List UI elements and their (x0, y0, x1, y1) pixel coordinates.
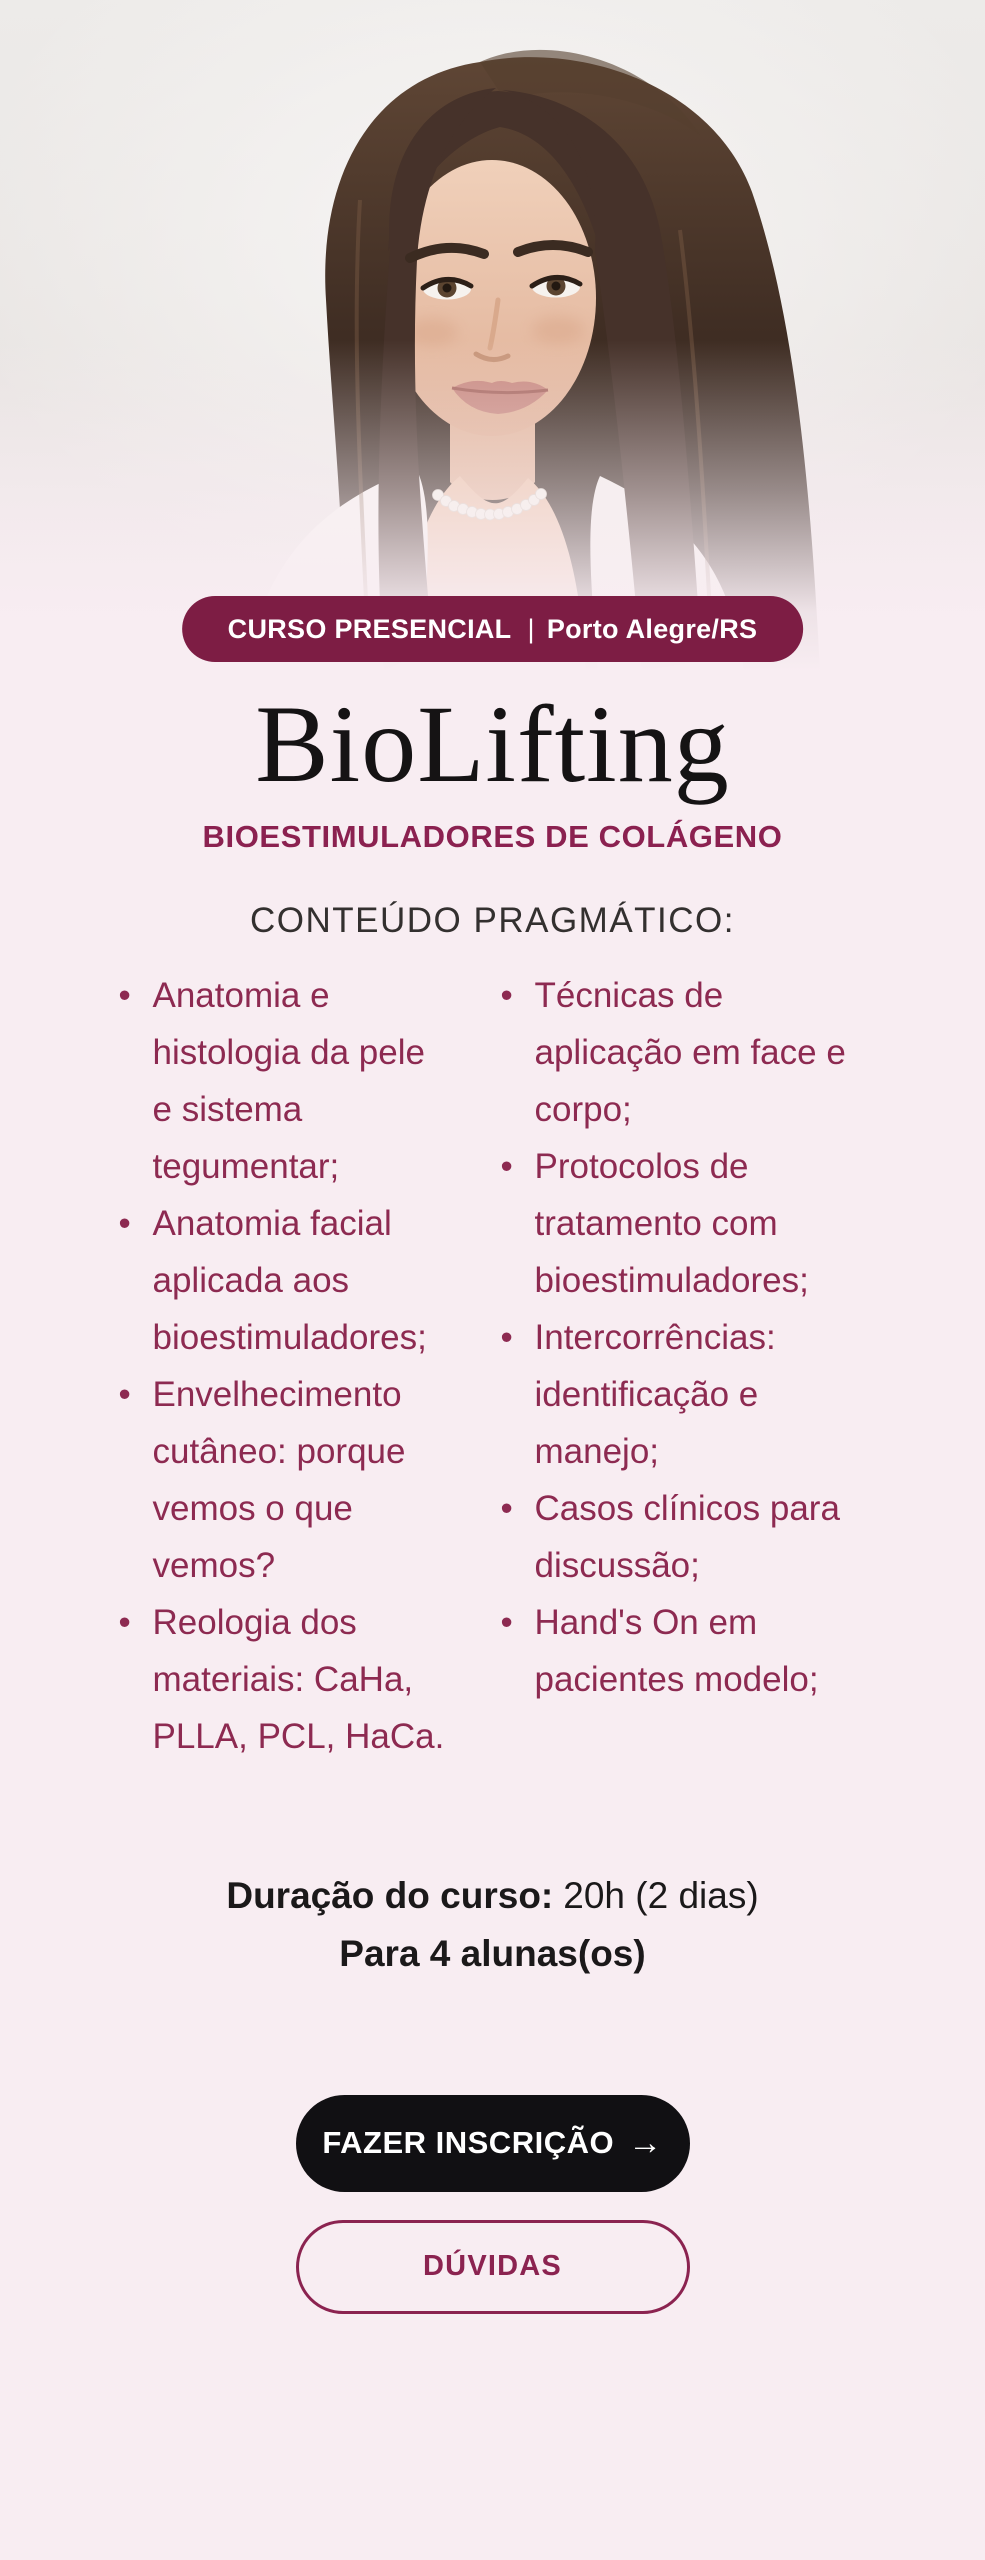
list-item: • Envelhecimento cutâneo: porque vemos o que vemos? (116, 1366, 454, 1594)
badge-separator: | (527, 613, 535, 644)
duration-value: 20h (2 dias) (563, 1874, 759, 1916)
hero-photo (0, 0, 985, 672)
content-heading: CONTEÚDO PRAGMÁTICO: (249, 900, 736, 940)
enroll-button-label: FAZER INSCRIÇÃO (322, 2125, 615, 2161)
list-item: • Hand's On em pacientes modelo; (498, 1594, 870, 1708)
course-details (0, 1867, 985, 1983)
questions-button[interactable] (296, 2220, 690, 2314)
hero-section (0, 0, 985, 672)
list-item: • Casos clínicos para discussão; (498, 1480, 870, 1594)
content-column-right (498, 967, 870, 1765)
content-list-right (498, 967, 870, 1708)
badge-course-type: CURSO PRESENCIAL (227, 613, 512, 644)
list-item: • Intercorrências: identificação e manejo; (498, 1309, 870, 1480)
list-item: • Reologia dos materiais: CaHa, PLLA, PCL, HaCa. (116, 1594, 454, 1765)
arrow-right-icon: → (628, 2124, 663, 2163)
list-item: • Protocolos de tratamento com bioestimuladores; (498, 1138, 870, 1309)
enroll-button[interactable] (296, 2095, 690, 2192)
course-subtitle: BIOESTIMULADORES DE COLÁGENO (202, 818, 783, 854)
location-badge (182, 596, 804, 662)
course-title: BioLifting (255, 683, 730, 805)
list-item: • Anatomia facial aplicada aos bioestimuladores; (116, 1195, 454, 1366)
content-column-left (116, 967, 454, 1765)
duration-label: Duração do curso: (226, 1874, 554, 1916)
content-list-left (116, 967, 454, 1765)
list-item: • Técnicas de aplicação em face e corpo; (498, 967, 870, 1138)
actions (0, 2095, 985, 2314)
content-columns (93, 967, 893, 1765)
list-item: • Anatomia e histologia da pele e sistema tegumentar; (116, 967, 454, 1195)
badge-location: Porto Alegre/RS (546, 613, 758, 644)
questions-button-label: DÚVIDAS (423, 2250, 562, 2283)
course-duration (0, 1867, 985, 1925)
course-capacity: Para 4 alunas(os) (339, 1932, 646, 1974)
